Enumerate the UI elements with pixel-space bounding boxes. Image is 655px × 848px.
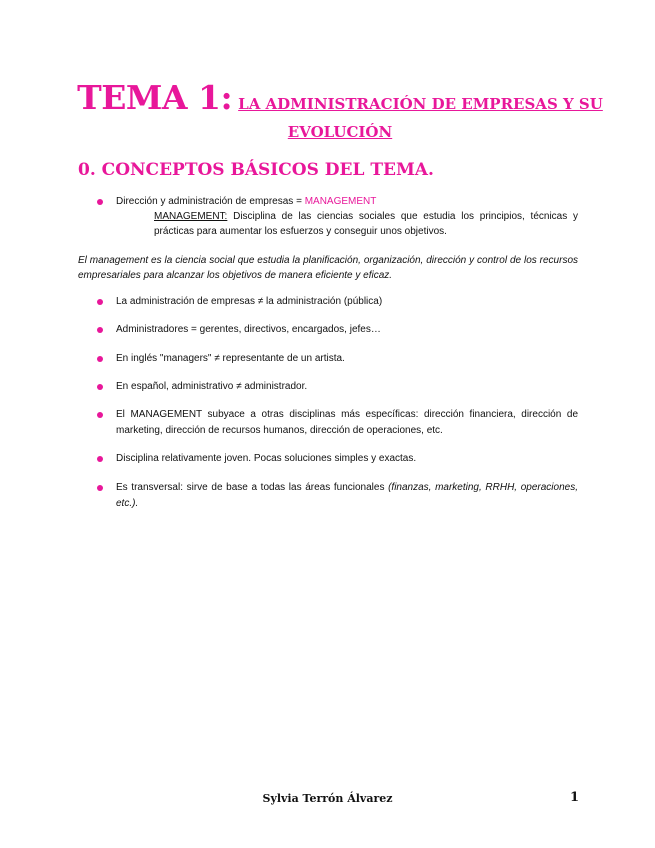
bullet-icon [97, 485, 103, 491]
list-item-first [116, 194, 578, 210]
page-number: 1 [570, 790, 580, 805]
title-line [60, 78, 620, 117]
definition-block [154, 209, 578, 239]
list-item-last [116, 480, 578, 512]
title-block [60, 78, 620, 141]
footer-author: Sylvia Terrón Álvarez [262, 792, 393, 805]
list-item: Administradores = gerentes, directivos, encargados, jefes… [116, 324, 381, 335]
bullet-icon [97, 299, 103, 305]
last-item-text: Es transversal: sirve de base a todas las áreas funcionales [116, 482, 389, 493]
italic-paragraph: El management es la ciencia social que estudia la planificación, organización, dirección y control de los recursos empresariales para alcanzar los objetivos de manera eficiente y eficaz. [78, 255, 578, 281]
list-item: El MANAGEMENT subyace a otras disciplinas más específicas: dirección financiera, dirección de marketing, dirección de recursos humanos, dirección de operaciones, etc. [116, 409, 578, 436]
list-item: Disciplina relativamente joven. Pocas soluciones simples y exactas. [116, 453, 417, 464]
section-heading: 0. CONCEPTOS BÁSICOS DEL TEMA. [78, 160, 434, 180]
first-item-text: Dirección y administración de empresas = [116, 196, 305, 207]
list-item: La administración de empresas ≠ la administración (pública) [116, 296, 383, 307]
first-item-highlight: MANAGEMENT [304, 196, 377, 207]
definition-term: MANAGEMENT: [154, 211, 228, 222]
bullet-icon [97, 199, 103, 205]
list-item: En español, administrativo ≠ administrador. [116, 381, 308, 392]
bullet-icon [97, 456, 103, 462]
title-subtitle-part1: LA ADMINISTRACIÓN DE EMPRESAS Y SU [238, 95, 603, 113]
title-main: TEMA 1: [77, 78, 233, 117]
last-item-italic: (finanzas, marketing, RRHH, operaciones, etc.). [116, 482, 578, 509]
bullet-icon [97, 327, 103, 333]
title-subtitle-part2: EVOLUCIÓN [287, 123, 393, 141]
bullet-icon [97, 384, 103, 390]
bullet-icon [97, 412, 103, 418]
bullet-icon [97, 356, 103, 362]
definition-text: Disciplina de las ciencias sociales que estudia los principios, técnicas y prácticas para aumentar los esfuerzos y conseguir unos objetivos. [154, 211, 578, 237]
list-item: En inglés "managers" ≠ representante de un artista. [116, 353, 345, 364]
